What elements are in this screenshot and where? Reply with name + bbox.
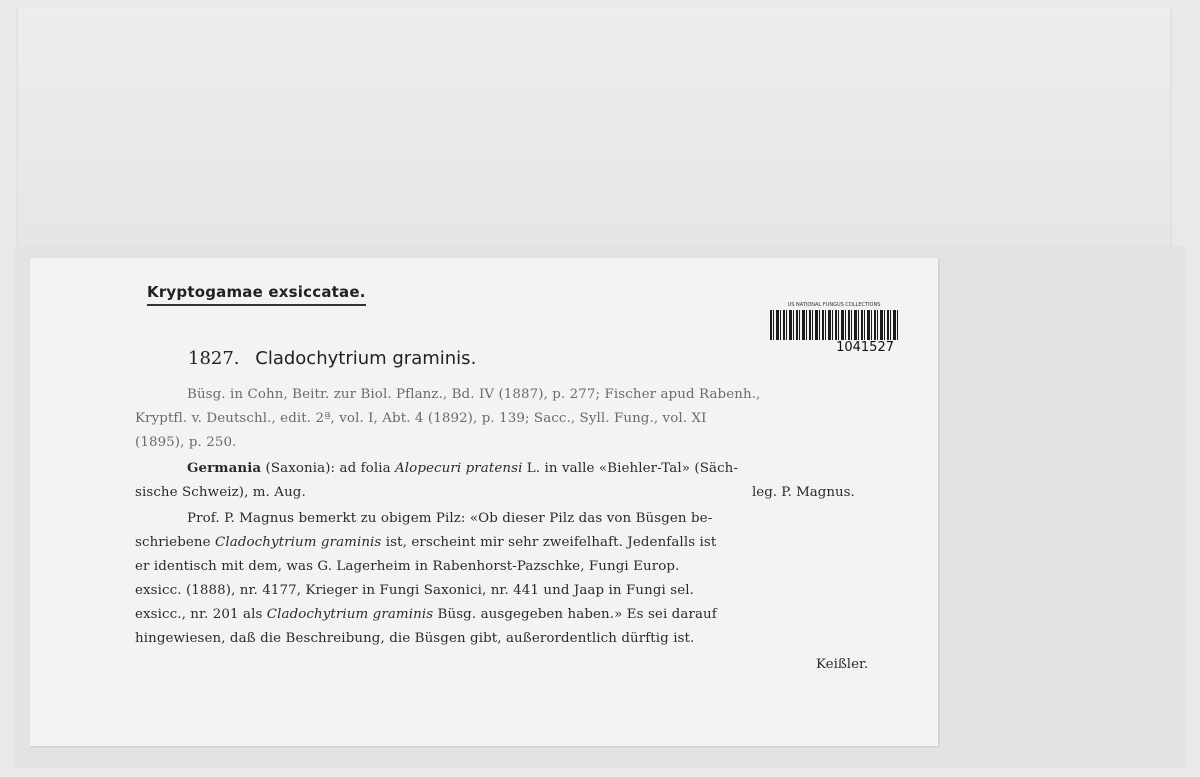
packet-flap xyxy=(18,8,1170,248)
series-title: Kryptogamae exsiccatae. xyxy=(147,283,366,306)
reference-line: Büsg. in Cohn, Beitr. zur Biol. Pflanz., Bd. IV (1887), p. 277; Fischer apud Rabenh., xyxy=(187,387,761,402)
locality-line: Germania (Saxonia): ad folia Alopecuri pratensi L. in valle «Biehler-Tal» (Säch- xyxy=(187,460,739,476)
signature: Keißler. xyxy=(816,657,869,672)
entry-number: 1827. xyxy=(188,348,240,369)
herbarium-label xyxy=(30,258,938,746)
barcode-caption: US NATIONAL FUNGUS COLLECTIONS xyxy=(787,302,881,308)
note-line: exsicc., nr. 201 als Cladochytrium graminis Büsg. ausgegeben haben.» Es sei darauf xyxy=(135,607,717,622)
host-name: Alopecuri pratensi xyxy=(395,461,523,476)
note-line: Prof. P. Magnus bemerkt zu obigem Pilz: «Ob dieser Pilz das von Büsgen be- xyxy=(187,511,713,526)
entry-heading xyxy=(188,348,476,369)
note-species-name: Cladochytrium graminis xyxy=(266,607,434,622)
reference-line: (1895), p. 250. xyxy=(135,435,237,450)
note-species-name: Cladochytrium graminis xyxy=(215,535,382,550)
locality-country: Germania xyxy=(187,460,262,476)
note-line: er identisch mit dem, was G. Lagerheim in Rabenhorst-Pazschke, Fungi Europ. xyxy=(135,559,680,574)
collector: leg. P. Magnus. xyxy=(752,485,855,500)
note-line: schriebene Cladochytrium graminis ist, erscheint mir sehr zweifelhaft. Jedenfalls ist xyxy=(135,535,717,550)
barcode-number: 1041527 xyxy=(836,340,894,355)
barcode-icon xyxy=(770,310,898,340)
reference-line: Kryptfl. v. Deutschl., edit. 2ª, vol. I, Abt. 4 (1892), p. 139; Sacc., Syll. Fung., vol. XI xyxy=(135,411,707,426)
locality-line: sische Schweiz), m. Aug. xyxy=(135,485,306,500)
barcode-block xyxy=(768,302,900,355)
note-line: exsicc. (1888), nr. 4177, Krieger in Fungi Saxonici, nr. 441 und Jaap in Fungi sel. xyxy=(135,583,694,598)
species-name: Cladochytrium graminis. xyxy=(255,348,477,369)
note-line: hingewiesen, daß die Beschreibung, die Büsgen gibt, außerordentlich dürftig ist. xyxy=(135,631,695,646)
